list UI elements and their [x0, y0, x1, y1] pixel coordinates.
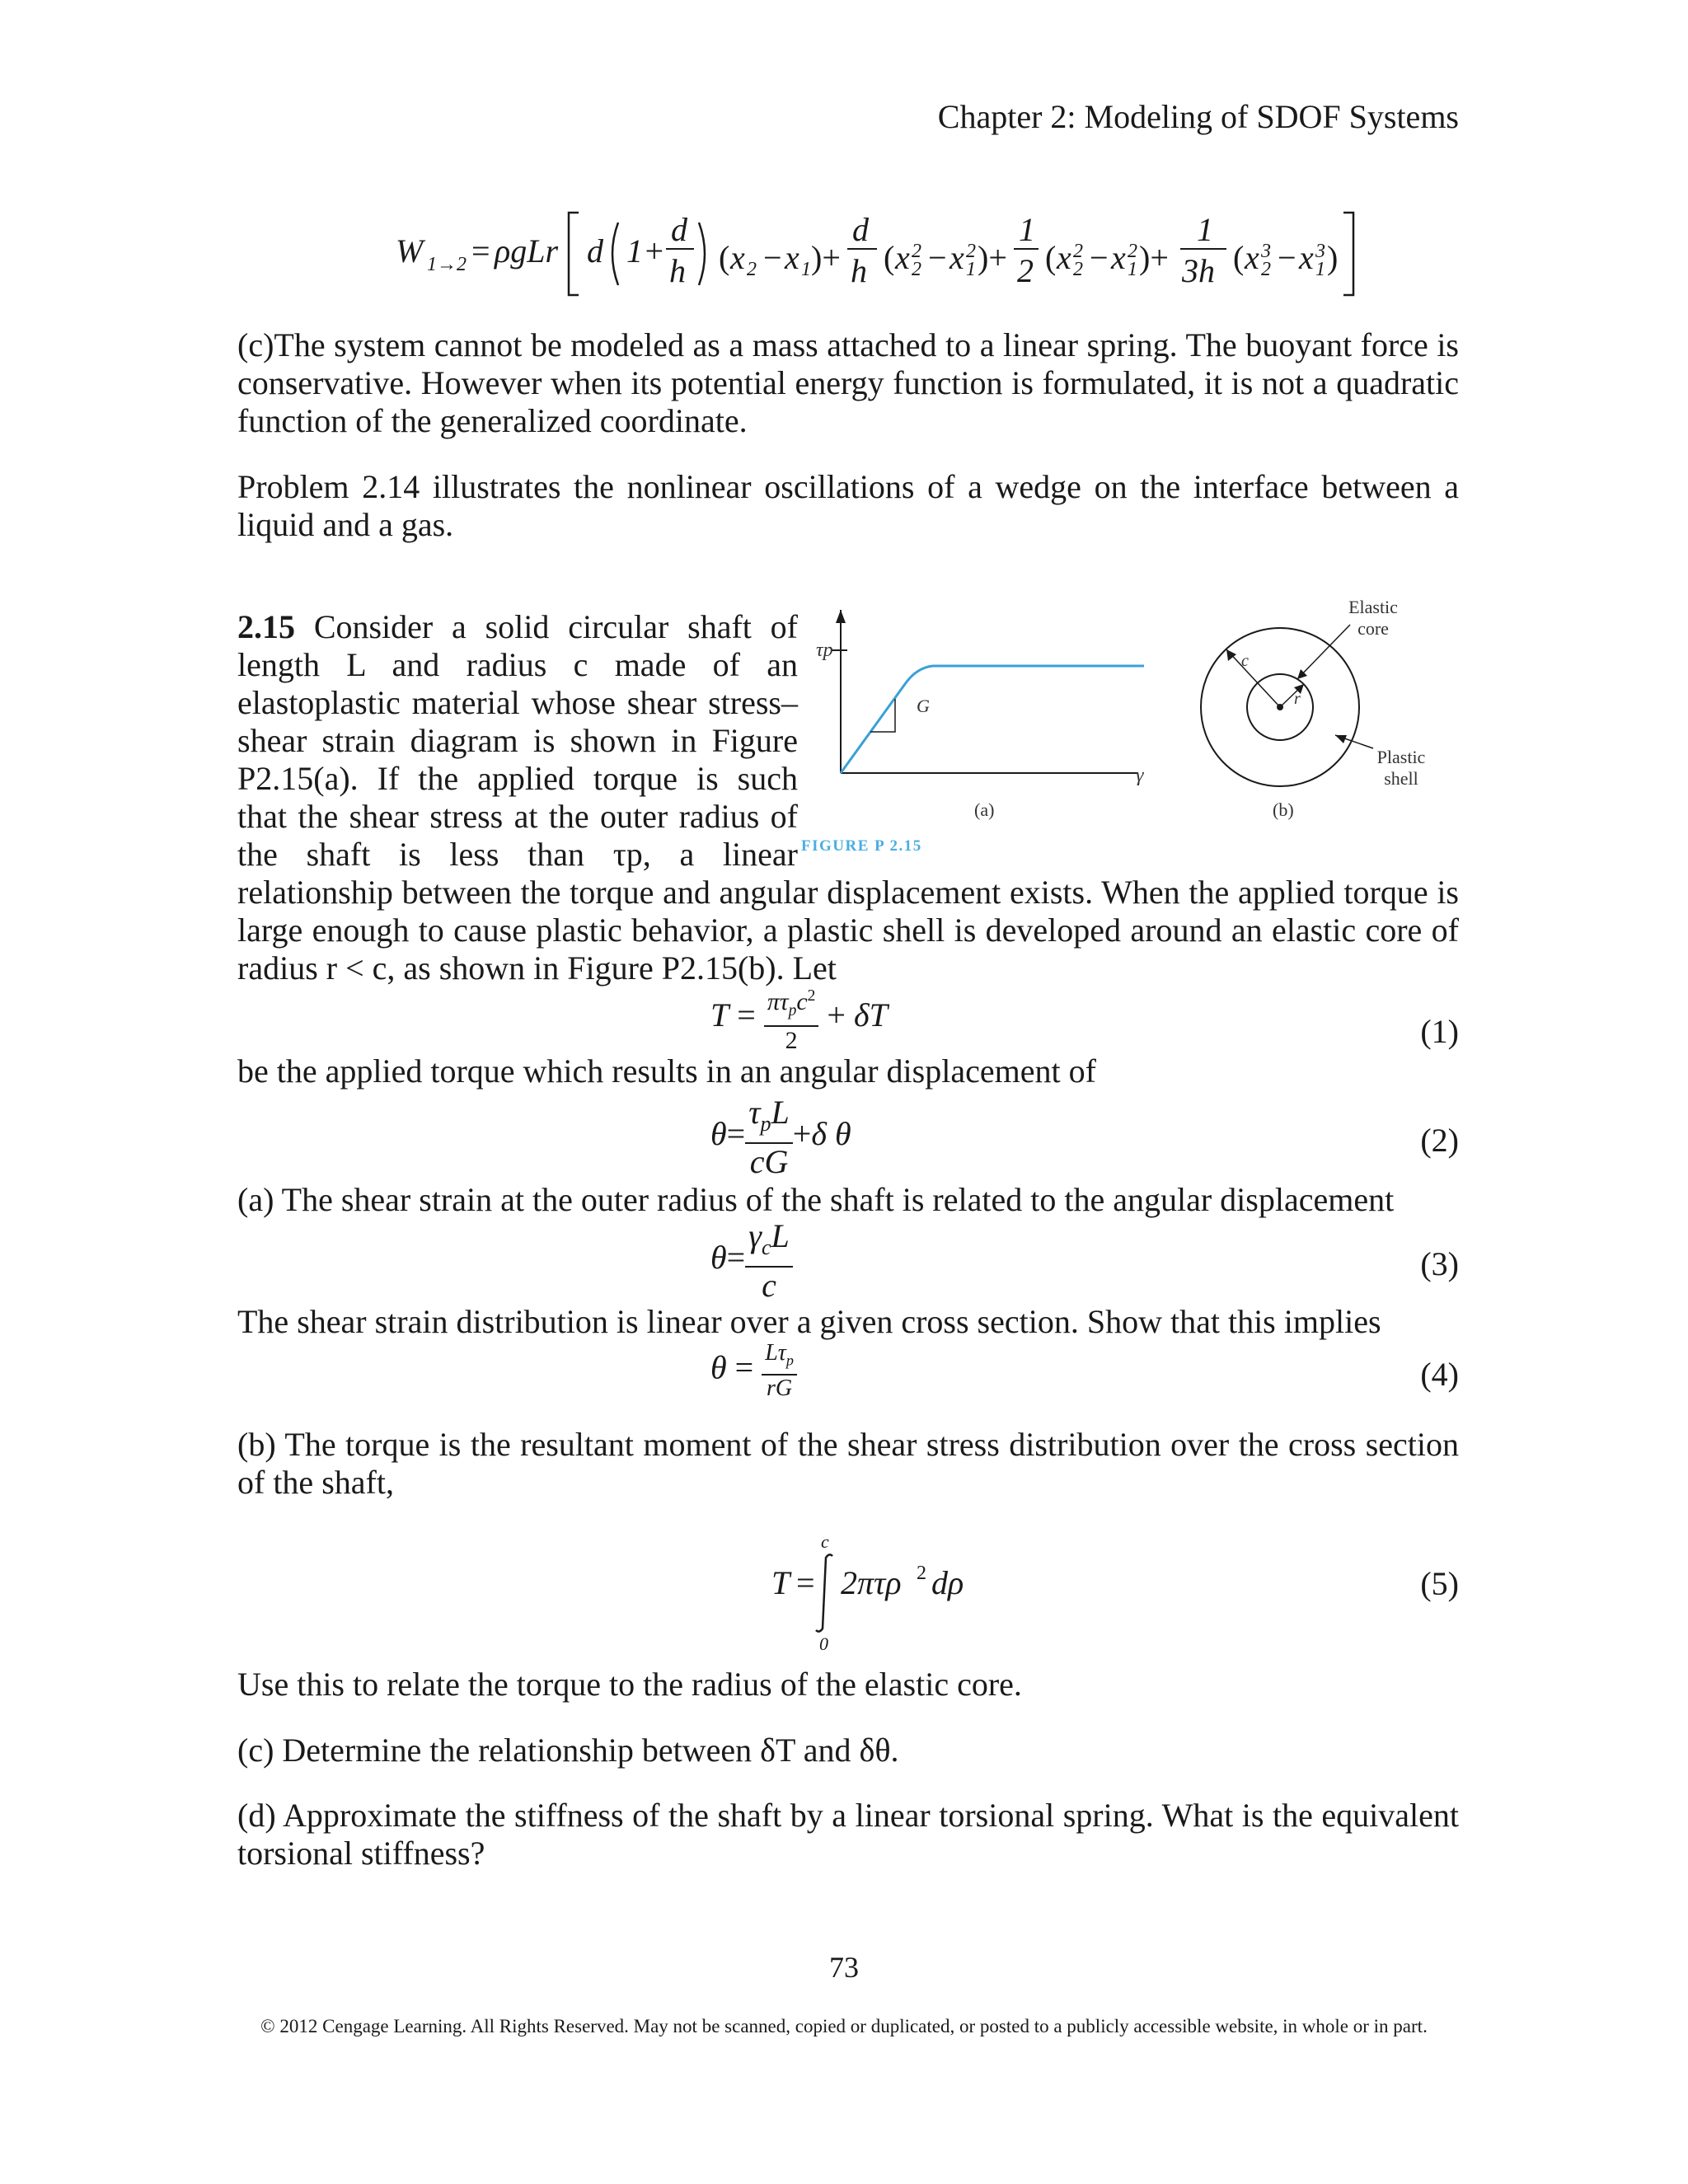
equation-3-number: (3) — [1420, 1245, 1459, 1282]
svg-text:x: x — [1111, 239, 1126, 276]
intro-line-2: length L and radius c made of an — [237, 646, 798, 683]
copyright-footer: © 2012 Cengage Learning. All Rights Reserved. May not be scanned, copied or duplicated, or posted to a publicly accessible website, in whole or in part. — [260, 2016, 1428, 2036]
fig-gamma-label: γ — [1136, 765, 1144, 786]
fig-c-label: c — [1241, 652, 1249, 670]
fig-tau-p-label: τp — [816, 640, 833, 661]
svg-text:h: h — [669, 252, 686, 289]
svg-text:x: x — [785, 239, 799, 276]
fig-a-curve — [841, 666, 1144, 773]
equation-4-number: (4) — [1420, 1356, 1459, 1393]
eq-rhogl: ρgLr — [495, 232, 559, 269]
svg-text:2: 2 — [1017, 252, 1034, 289]
paragraph-use-this: Use this to relate the torque to the radius of the elastic core. — [237, 1666, 1022, 1703]
svg-text:−: − — [1278, 239, 1296, 276]
svg-text:2: 2 — [912, 259, 921, 280]
svg-text:1: 1 — [1019, 211, 1035, 248]
svg-text:x: x — [1057, 239, 1071, 276]
svg-text:1: 1 — [1197, 211, 1213, 248]
page-number: 73 — [829, 1951, 859, 1984]
after-equation-1-text: be the applied torque which results in an angular displacement of — [237, 1052, 1096, 1090]
problem-2-15-intro — [237, 608, 798, 874]
fig-G-label: G — [917, 696, 930, 716]
svg-text:(: ( — [884, 239, 895, 276]
svg-text:1+: 1+ — [626, 232, 665, 269]
svg-text:d: d — [587, 232, 603, 269]
svg-text:2: 2 — [1073, 259, 1083, 280]
intro-line-5: P2.15(a). If the applied torque is such — [237, 760, 798, 797]
figure-caption: FIGURE P 2.15 — [801, 837, 922, 855]
svg-text:h: h — [851, 252, 867, 289]
svg-text:x: x — [730, 239, 745, 276]
svg-text:2πτρ: 2πτρ — [841, 1564, 902, 1601]
equation-1-number: (1) — [1420, 1013, 1459, 1050]
svg-text:=: = — [471, 232, 490, 269]
work-equation — [396, 198, 1409, 305]
svg-text:(: ( — [1233, 239, 1245, 276]
svg-text:3: 3 — [1315, 241, 1325, 262]
svg-text:0: 0 — [819, 1633, 828, 1654]
equation-3: θ= $\frac{\gamma_cL}{c}$ — [710, 1218, 793, 1304]
fig-elastic-label: Elastic — [1348, 597, 1398, 617]
svg-text:2: 2 — [917, 1563, 926, 1584]
svg-text:dρ: dρ — [931, 1564, 964, 1601]
figure-p2-15 — [799, 593, 1426, 865]
svg-text:2: 2 — [912, 241, 921, 262]
svg-text:x: x — [1245, 239, 1259, 276]
svg-text:)+: )+ — [811, 239, 841, 276]
fig-label-b: (b) — [1273, 799, 1294, 820]
paragraph-part-c: (c)The system cannot be modeled as a mass attached to a linear spring. The buoyant force is conservative. However when its potential energy function is formulated, it is not a quadratic function of the generalized coordinate. — [237, 326, 1459, 439]
equation-5 — [771, 1530, 986, 1653]
svg-text:2: 2 — [1073, 241, 1083, 262]
svg-text:1: 1 — [1315, 259, 1325, 280]
svg-text:T: T — [771, 1564, 790, 1601]
svg-text:−: − — [763, 239, 782, 276]
svg-text:c: c — [821, 1531, 829, 1552]
equation-5-number: (5) — [1420, 1565, 1459, 1602]
svg-text:d: d — [671, 211, 687, 248]
fig-a-y-arrow — [836, 610, 846, 623]
paragraph-linear-strain: The shear strain distribution is linear over a given cross section. Show that this implies — [237, 1303, 1381, 1340]
intro-line-7: the shaft is less than τp, a linear — [237, 836, 798, 873]
problem-2-15-continuation: relationship between the torque and angular displacement exists. When the applied torque is large enough to cause plastic behavior, a plastic shell is developed around an elastic core of radius r < c, as shown in Figure P2.15(b). Let — [237, 874, 1459, 987]
svg-text:d: d — [852, 211, 869, 248]
intro-line-1: 2.15 Consider a solid circular shaft of — [237, 608, 799, 645]
paragraph-part-a: (a) The shear strain at the outer radius of the shaft is related to the angular displacement — [237, 1181, 1395, 1218]
svg-text:x: x — [895, 239, 910, 276]
fig-core-label: core — [1357, 618, 1389, 639]
svg-text:x: x — [950, 239, 964, 276]
paragraph-part-c-delta: (c) Determine the relationship between δT and δθ. — [237, 1732, 899, 1769]
svg-text:1: 1 — [966, 259, 976, 280]
equation-2: θ= $\frac{\tau_pL}{cG}$ +δ θ — [710, 1094, 851, 1180]
svg-text:x: x — [1299, 239, 1314, 276]
problem-number: 2.15 — [237, 608, 295, 645]
eq-w-sub: 1→2 — [427, 254, 467, 275]
fig-b-c-radius — [1226, 649, 1280, 707]
paragraph-part-b: (b) The torque is the resultant moment of the shear stress distribution over the cross section of the shaft, — [237, 1426, 1459, 1501]
svg-text:): ) — [1327, 239, 1339, 276]
fig-label-a: (a) — [974, 799, 995, 820]
svg-text:1: 1 — [1128, 259, 1137, 280]
svg-text:−: − — [928, 239, 947, 276]
paragraph-part-d: (d) Approximate the stiffness of the shaft by a linear torsional spring. What is the equivalent torsional stiffness? — [237, 1797, 1459, 1872]
equation-4: θ = $\frac{L\tau_p}{rG}$ — [710, 1340, 797, 1402]
svg-text:)+: )+ — [1139, 239, 1169, 276]
intro-line-4: shear strain diagram is shown in Figure — [237, 722, 798, 759]
svg-text:2: 2 — [966, 241, 976, 262]
fig-plastic-label: Plastic — [1376, 747, 1426, 767]
fig-shell-label: shell — [1384, 768, 1418, 789]
svg-text:)+: )+ — [978, 239, 1007, 276]
svg-text:3: 3 — [1261, 241, 1271, 262]
fig-r-label: r — [1294, 690, 1301, 708]
svg-text:3h: 3h — [1182, 252, 1215, 289]
intro-line-6: that the shear stress at the outer radius of — [237, 798, 798, 835]
svg-text:2: 2 — [1128, 241, 1137, 262]
equation-2-number: (2) — [1420, 1122, 1459, 1159]
chapter-header: Chapter 2: Modeling of SDOF Systems — [937, 98, 1459, 135]
paragraph-problem-2-14: Problem 2.14 illustrates the nonlinear oscillations of a wedge on the interface between a liquid and a gas. — [237, 468, 1459, 543]
equation-1: T = $\frac{\pi\tau_pc^2}{2}$ + δT — [710, 982, 888, 1055]
svg-text:−: − — [1090, 239, 1109, 276]
eq-w-lhs: W — [396, 232, 424, 269]
svg-text:(: ( — [719, 239, 730, 276]
intro-line-3: elastoplastic material whose shear stress– — [237, 684, 798, 721]
svg-text:2: 2 — [1261, 259, 1271, 280]
svg-text:=: = — [796, 1564, 815, 1601]
svg-text:(: ( — [1045, 239, 1057, 276]
svg-text:2: 2 — [747, 259, 757, 280]
svg-text:1: 1 — [801, 259, 811, 280]
